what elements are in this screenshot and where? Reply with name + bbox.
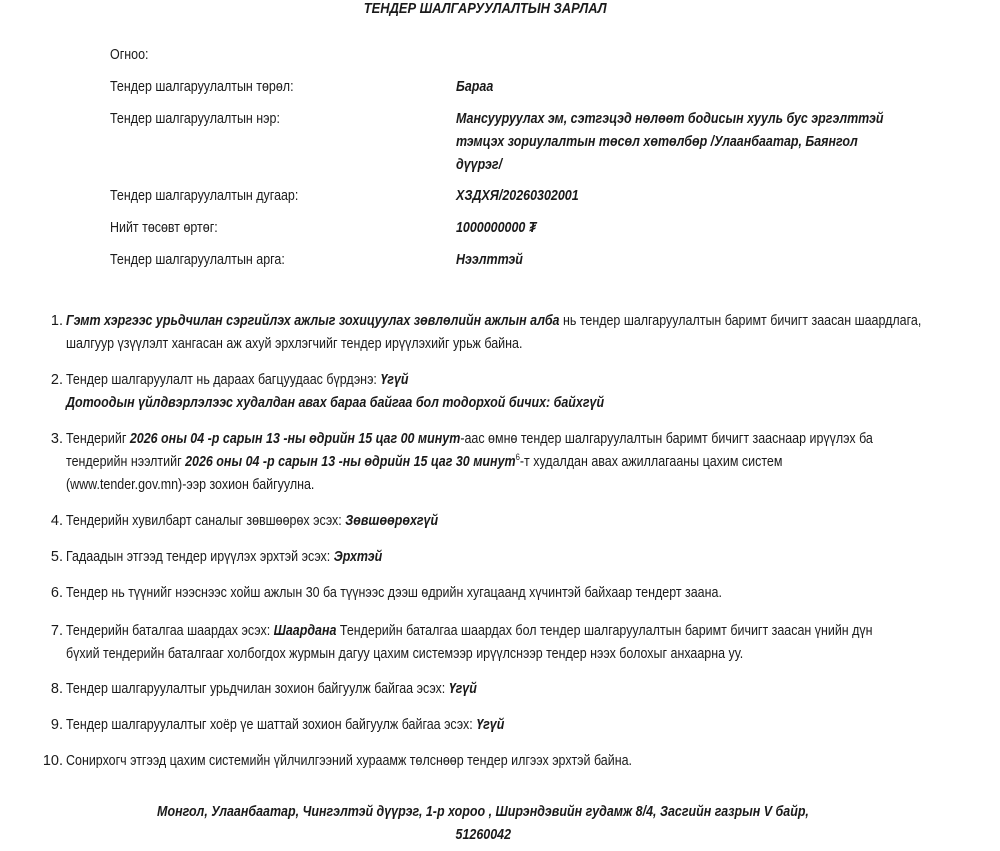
number-value: ХЗДХЯ/20260302001 <box>456 188 579 204</box>
type-label: Тендер шалгаруулалтын төрөл: <box>110 79 294 95</box>
footer-phone: 51260042 <box>455 827 511 843</box>
page-title: ТЕНДЕР ШАЛГАРУУЛАЛТЫН ЗАРЛАЛ <box>363 0 607 17</box>
number-label: Тендер шалгаруулалтын дугаар: <box>110 188 299 204</box>
method-value: Нээлттэй <box>456 252 523 268</box>
date-label: Огноо: <box>110 47 149 63</box>
budget-label: Нийт төсөвт өртөг: <box>110 220 218 236</box>
budget-value: 1000000000 ₮ <box>456 220 537 236</box>
footer-address: Монгол, Улаанбаатар, Чингэлтэй дүүрэг, 1-р хороо , Ширэндэвийн гудамж 8/4, Засгийн газрын V байр, <box>157 804 809 820</box>
name-label: Тендер шалгаруулалтын нэр: <box>110 111 280 127</box>
method-label: Тендер шалгаруулалтын арга: <box>110 252 285 268</box>
tender-name-value: Мансууруулах эм, сэтгэцэд нөлөөт бодисын хууль бус эргэлттэй тэмцэх зориулалтын төсөл хөтөлбөр /Улаанбаатар, Баянгол дүүрэг/ <box>456 111 884 173</box>
type-value: Бараа <box>456 79 494 95</box>
